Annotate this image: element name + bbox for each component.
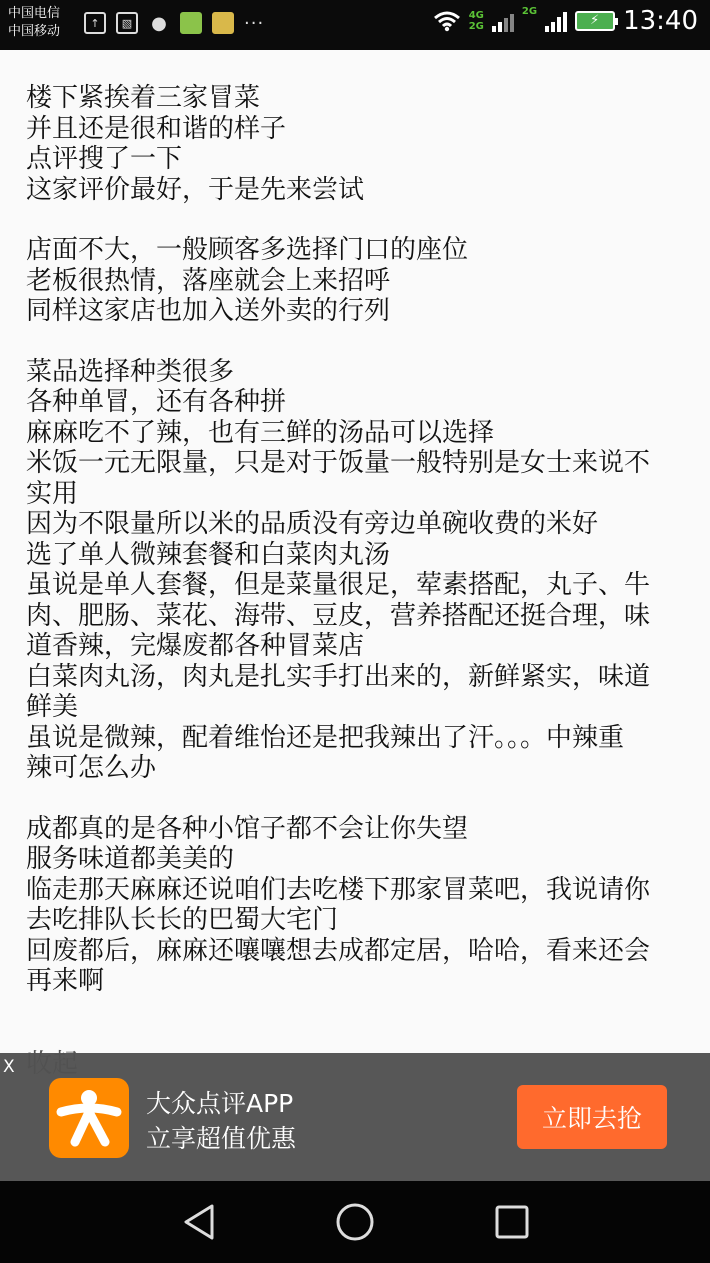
review-paragraph <box>26 235 696 327</box>
review-line: 白菜肉丸汤，肉丸是扎实手打出来的，新鲜紧实，味道 <box>26 661 651 692</box>
grab-now-button[interactable]: 立即去抢 <box>517 1085 667 1149</box>
notification-icon <box>212 12 234 34</box>
dianping-logo-icon <box>49 1078 129 1158</box>
home-icon[interactable] <box>334 1201 376 1243</box>
review-line: 选了单人微辣套餐和白菜肉丸汤 <box>26 539 391 570</box>
ad-subtitle: 立享超值优惠 <box>146 1124 297 1153</box>
review-line: 虽说是单人套餐，但是菜量很足，荤素搭配，丸子、牛 <box>26 570 651 600</box>
navigation-bar <box>0 1181 710 1263</box>
close-ad-button[interactable]: X <box>3 1057 15 1077</box>
system-indicators <box>433 6 698 36</box>
signal-icon-1 <box>492 10 514 32</box>
recents-icon[interactable] <box>491 1201 533 1243</box>
network-type <box>469 10 484 32</box>
carrier-info <box>8 5 60 41</box>
review-line: 鲜美 <box>26 692 79 722</box>
review-line: 这家评价最好，于是先来尝试 <box>26 174 365 205</box>
review-line: 虽说是微辣，配着维怡还是把我辣出了汗。。。中辣重 <box>26 722 625 753</box>
battery-icon: ⚡ <box>575 11 615 31</box>
review-line: 服务味道都美美的 <box>26 844 235 874</box>
app-ad-banner[interactable] <box>0 1053 710 1181</box>
review-paragraph <box>26 814 696 997</box>
review-line: 回废都后，麻麻还嚷嚷想去成都定居，哈哈，看来还会 <box>26 935 651 966</box>
review-line: 去吃排队长长的巴蜀大宅门 <box>26 905 339 935</box>
back-icon[interactable] <box>178 1201 220 1243</box>
review-line: 因为不限量所以米的品质没有旁边单碗收费的米好 <box>26 509 599 539</box>
review-line: 同样这家店也加入送外卖的行列 <box>26 296 391 326</box>
notification-icons <box>84 12 264 34</box>
review-line: 实用 <box>26 478 79 509</box>
review-line: 各种单冒，还有各种拼 <box>26 387 287 417</box>
more-icon: ··· <box>244 12 265 34</box>
review-line: 麻麻吃不了辣，也有三鲜的汤品可以选择 <box>26 417 495 448</box>
network-2g-secondary: 2G <box>521 6 538 17</box>
review-text <box>26 83 696 1027</box>
network-4g: 4G <box>468 10 484 21</box>
review-paragraph <box>26 357 696 784</box>
review-line: 米饭一元无限量，只是对于饭量一般特别是女士来说不 <box>26 448 651 478</box>
review-line: 道香辣，完爆废都各种冒菜店 <box>26 631 365 661</box>
review-line: 临走那天麻麻还说咱们去吃楼下那家冒菜吧，我说请你 <box>26 874 651 905</box>
review-line: 成都真的是各种小馆子都不会让你失望 <box>26 813 469 844</box>
review-line: 再来啊 <box>26 966 105 996</box>
gallery-icon: ▧ <box>116 12 138 34</box>
network-2g: 2G <box>468 21 484 32</box>
review-line: 肉、肥肠、菜花、海带、豆皮，营养搭配还挺合理，味 <box>26 600 651 631</box>
app-icon <box>180 12 202 34</box>
review-line: 菜品选择种类很多 <box>26 356 235 387</box>
review-line: 点评搜了一下 <box>26 144 183 174</box>
carrier-2: 中国移动 <box>8 24 61 39</box>
clock: 13:40 <box>623 6 698 36</box>
status-bar <box>0 0 710 50</box>
ad-title: 大众点评APP <box>146 1089 294 1118</box>
wechat-icon: ● <box>151 12 167 34</box>
review-line: 楼下紧挨着三家冒菜 <box>26 83 261 113</box>
signal-icon-2 <box>545 10 567 32</box>
review-line: 老板很热情，落座就会上来招呼 <box>26 265 391 296</box>
upload-icon: ↑ <box>84 12 106 34</box>
review-line: 辣可怎么办 <box>26 753 157 783</box>
review-paragraph <box>26 83 696 205</box>
review-line: 并且还是很和谐的样子 <box>26 113 287 144</box>
wifi-icon <box>433 10 461 32</box>
carrier-1: 中国电信 <box>8 6 61 21</box>
review-line: 店面不大，一般顾客多选择门口的座位 <box>26 235 469 265</box>
